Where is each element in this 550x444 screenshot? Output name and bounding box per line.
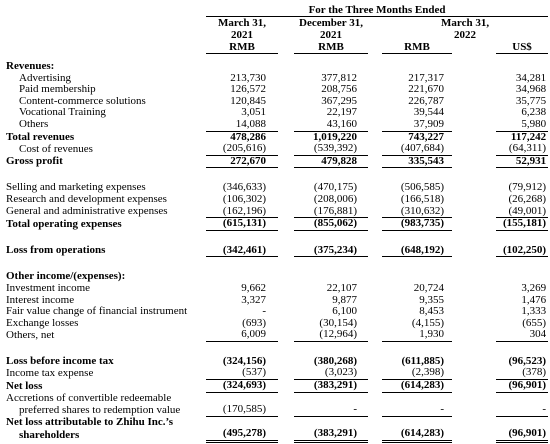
value-mar-31-2022-usd	[496, 61, 548, 73]
value-dec-31-2021-rmb: 367,295	[321, 94, 357, 107]
row-income-tax-expense	[2, 367, 548, 379]
value-mar-31-2021-rmb: (693)	[242, 316, 266, 329]
value-mar-31-2022-rmb: 37,909	[382, 119, 452, 131]
row-label: Others, net	[6, 328, 55, 341]
row-label: preferred shares to redemption value	[19, 403, 181, 416]
value-mar-31-2022-usd: (155,181)	[496, 218, 548, 231]
currency-mar-31-2022-usd: US$	[496, 41, 548, 54]
value-dec-31-2021-rmb: (539,392)	[294, 143, 368, 155]
value-mar-31-2022-usd: (64,311)	[496, 143, 548, 155]
row-label: Exchange losses	[6, 316, 79, 329]
value-dec-31-2021-rmb: (176,881)	[294, 206, 368, 218]
value-mar-31-2022-rmb: (648,192)	[382, 245, 452, 257]
row-label: Advertising	[19, 71, 71, 84]
header-date-row	[2, 17, 548, 30]
row-label: Loss from operations	[6, 244, 106, 257]
row-preferred-shares-to-redemption-value	[2, 404, 548, 416]
row-label: Vocational Training	[19, 106, 106, 119]
row-shareholders	[2, 428, 548, 441]
row-investment-income	[2, 283, 548, 295]
value-mar-31-2022-rmb: 1,930	[382, 329, 452, 341]
currency-mar-31-2021-rmb: RMB	[206, 41, 278, 54]
value-mar-31-2022-usd: (655)	[522, 316, 547, 329]
value-mar-31-2022-rmb: (614,283)	[382, 428, 452, 441]
row-accretions-of-convertible-redeemable	[2, 392, 548, 404]
header-year-row	[2, 29, 548, 41]
value-mar-31-2021-rmb: 126,572	[230, 83, 266, 96]
value-mar-31-2022-usd: 6,238	[521, 106, 547, 119]
value-mar-31-2022-rmb: (407,684)	[382, 143, 452, 155]
row-label: Content-commerce solutions	[19, 94, 146, 107]
value-dec-31-2021-rmb: -	[294, 404, 368, 416]
value-mar-31-2021-rmb: (324,693)	[206, 380, 278, 393]
value-mar-31-2022-usd: (49,001)	[496, 206, 548, 218]
row-label: Investment income	[6, 281, 91, 294]
value-mar-31-2022-rmb: 39,544	[413, 106, 444, 119]
value-mar-31-2021-rmb	[206, 61, 278, 73]
value-dec-31-2021-rmb: (208,006)	[313, 192, 357, 205]
value-mar-31-2022-usd: (102,250)	[496, 245, 548, 257]
value-mar-31-2022-rmb: 226,787	[408, 94, 444, 107]
value-mar-31-2022-rmb: (983,735)	[382, 218, 452, 231]
table-header	[2, 4, 548, 54]
value-mar-31-2021-rmb: 272,670	[206, 155, 278, 168]
income-statement-table	[2, 4, 548, 443]
value-mar-31-2022-rmb: (166,518)	[400, 192, 444, 205]
value-dec-31-2021-rmb: (3,023)	[294, 367, 368, 379]
value-mar-31-2022-usd: 52,931	[496, 155, 548, 168]
value-dec-31-2021-rmb: 479,828	[294, 155, 368, 168]
row-others-net	[2, 329, 548, 341]
row-label: Income tax expense	[6, 366, 94, 379]
value-mar-31-2022-usd: (96,901)	[496, 428, 548, 441]
header-currency-row	[2, 41, 548, 54]
value-mar-31-2021-rmb: (342,461)	[206, 245, 278, 257]
row-others	[2, 119, 548, 131]
value-dec-31-2021-rmb: (383,291)	[294, 380, 368, 393]
value-mar-31-2021-rmb: 9,662	[241, 281, 266, 294]
value-mar-31-2022-usd: (96,523)	[508, 354, 547, 367]
value-dec-31-2021-rmb: 6,100	[332, 305, 357, 318]
row-revenues	[2, 61, 548, 73]
value-mar-31-2021-rmb: 3,327	[241, 293, 266, 306]
value-mar-31-2022-rmb: 9,355	[419, 293, 444, 306]
value-mar-31-2022-rmb: (2,398)	[382, 367, 452, 379]
value-mar-31-2022-usd: 1,476	[521, 293, 547, 306]
row-total-revenues	[2, 131, 548, 143]
row-label: Interest income	[6, 293, 75, 306]
value-mar-31-2021-rmb: -	[262, 305, 266, 318]
value-mar-31-2022-rmb: (4,155)	[411, 316, 444, 329]
header-period-row	[2, 4, 548, 17]
value-mar-31-2022-rmb: 217,317	[408, 71, 444, 84]
col-mar-31-2022-year: 2022	[454, 29, 477, 41]
value-mar-31-2022-rmb: 221,670	[408, 83, 444, 96]
value-mar-31-2022-usd: (378)	[496, 367, 548, 379]
value-mar-31-2021-rmb: 213,730	[230, 71, 266, 84]
value-mar-31-2021-rmb: (537)	[206, 367, 278, 379]
row-label: Total revenues	[6, 130, 75, 143]
value-dec-31-2021-rmb: (380,268)	[313, 354, 357, 367]
col-mar-31-2021-date: March 31,	[217, 17, 267, 29]
value-dec-31-2021-rmb: 1,019,220	[313, 130, 357, 143]
row-label: Net loss attributable to Zhihu Inc.’s	[6, 415, 174, 428]
row-gross-profit	[2, 155, 548, 168]
col-mar-31-2022-date: March 31,	[441, 17, 490, 29]
value-mar-31-2022-rmb	[382, 61, 452, 73]
value-mar-31-2022-usd: 34,968	[515, 83, 547, 96]
table-body	[2, 54, 548, 442]
value-mar-31-2022-usd: 1,333	[521, 305, 547, 318]
currency-dec-31-2021-rmb: RMB	[294, 41, 368, 54]
value-mar-31-2022-rmb: (310,632)	[382, 206, 452, 218]
value-mar-31-2021-rmb: (106,302)	[222, 192, 266, 205]
value-mar-31-2021-rmb: (162,196)	[206, 206, 278, 218]
spacer-row	[2, 54, 548, 62]
value-mar-31-2022-usd: 304	[496, 329, 548, 341]
row-label: Research and development expenses	[6, 192, 167, 205]
value-dec-31-2021-rmb: 377,812	[321, 71, 357, 84]
value-dec-31-2021-rmb: 9,877	[332, 293, 357, 306]
row-vocational-training	[2, 107, 548, 119]
value-dec-31-2021-rmb: (375,234)	[294, 245, 368, 257]
value-mar-31-2022-usd: (26,268)	[508, 192, 547, 205]
row-net-loss-attributable-to-zhihu-inc-s	[2, 416, 548, 428]
value-mar-31-2022-rmb: (611,885)	[401, 354, 444, 367]
col-dec-31-2021-year: 2021	[320, 29, 342, 41]
value-mar-31-2021-rmb: 6,009	[206, 329, 278, 341]
row-general-and-administrative-expenses	[2, 206, 548, 218]
value-mar-31-2021-rmb: (324,156)	[222, 354, 266, 367]
value-mar-31-2022-rmb: 335,543	[382, 155, 452, 168]
value-mar-31-2021-rmb: (346,633)	[222, 181, 266, 194]
value-mar-31-2021-rmb: (495,278)	[206, 428, 278, 441]
value-mar-31-2021-rmb: 14,088	[206, 119, 278, 131]
value-mar-31-2022-usd: (79,912)	[508, 181, 547, 194]
row-label: Revenues:	[6, 60, 55, 72]
value-dec-31-2021-rmb: (855,062)	[294, 218, 368, 231]
value-mar-31-2021-rmb: (205,616)	[206, 143, 278, 155]
row-label: Other income/(expenses):	[6, 270, 126, 283]
row-label: Loss before income tax	[6, 354, 114, 367]
value-mar-31-2021-rmb: 478,286	[230, 130, 266, 143]
value-dec-31-2021-rmb	[294, 61, 368, 73]
row-label: Paid membership	[19, 83, 96, 96]
row-total-operating-expenses	[2, 218, 548, 231]
value-dec-31-2021-rmb: (30,154)	[319, 316, 357, 329]
value-mar-31-2022-usd	[496, 392, 548, 404]
value-mar-31-2022-rmb: 8,453	[419, 305, 444, 318]
value-dec-31-2021-rmb: 208,756	[321, 83, 357, 96]
row-label: Total operating expenses	[6, 217, 122, 230]
spacer-row	[2, 341, 548, 356]
value-mar-31-2022-usd: (96,901)	[496, 380, 548, 393]
row-label: Fair value change of financial instrument	[6, 305, 188, 318]
col-dec-31-2021-date: December 31,	[299, 17, 363, 29]
row-research-and-development-expenses	[2, 194, 548, 206]
row-exchange-losses	[2, 318, 548, 330]
currency-mar-31-2022-rmb: RMB	[382, 41, 452, 54]
value-mar-31-2021-rmb: 120,845	[230, 94, 266, 107]
spacer-row	[2, 257, 548, 272]
value-mar-31-2022-rmb: 20,724	[413, 281, 444, 294]
row-label: Selling and marketing expenses	[6, 181, 146, 194]
row-label: Gross profit	[6, 155, 63, 168]
value-mar-31-2021-rmb: (170,585)	[206, 404, 278, 416]
row-loss-from-operations	[2, 245, 548, 257]
row-label: Others	[19, 118, 49, 131]
value-mar-31-2022-rmb: -	[382, 404, 452, 416]
value-dec-31-2021-rmb: 22,197	[326, 106, 357, 119]
row-fair-value-change-of-financial-instrument	[2, 306, 548, 318]
value-dec-31-2021-rmb: (12,964)	[294, 329, 368, 341]
period-label: For the Three Months Ended	[206, 4, 548, 17]
row-label: Net loss	[6, 379, 43, 392]
value-mar-31-2022-usd: -	[496, 404, 548, 416]
row-cost-of-revenues	[2, 143, 548, 155]
value-mar-31-2022-rmb: 743,227	[408, 130, 444, 143]
value-mar-31-2021-rmb: 3,051	[241, 106, 266, 119]
row-label: Accretions of convertible redeemable	[6, 391, 172, 404]
value-dec-31-2021-rmb: 22,107	[326, 281, 357, 294]
value-mar-31-2022-rmb: (506,585)	[400, 181, 444, 194]
row-net-loss	[2, 380, 548, 393]
row-loss-before-income-tax	[2, 356, 548, 368]
value-mar-31-2022-usd: 5,980	[496, 119, 548, 131]
spacer-row	[2, 230, 548, 245]
value-mar-31-2022-usd: 34,281	[515, 71, 547, 84]
row-label: Cost of revenues	[19, 142, 93, 155]
value-dec-31-2021-rmb: (383,291)	[294, 428, 368, 441]
value-dec-31-2021-rmb: (470,175)	[313, 181, 357, 194]
value-mar-31-2022-usd: 35,775	[515, 94, 547, 107]
value-mar-31-2022-rmb: (614,283)	[382, 380, 452, 393]
row-label: shareholders	[19, 428, 80, 441]
value-mar-31-2022-usd: 3,269	[521, 281, 547, 294]
col-mar-31-2021-year: 2021	[231, 29, 253, 41]
value-mar-31-2021-rmb: (615,131)	[206, 218, 278, 231]
value-dec-31-2021-rmb: 43,160	[294, 119, 368, 131]
row-label: General and administrative expenses	[6, 205, 168, 218]
value-mar-31-2022-usd: 117,242	[510, 130, 547, 143]
spacer-row	[2, 168, 548, 183]
